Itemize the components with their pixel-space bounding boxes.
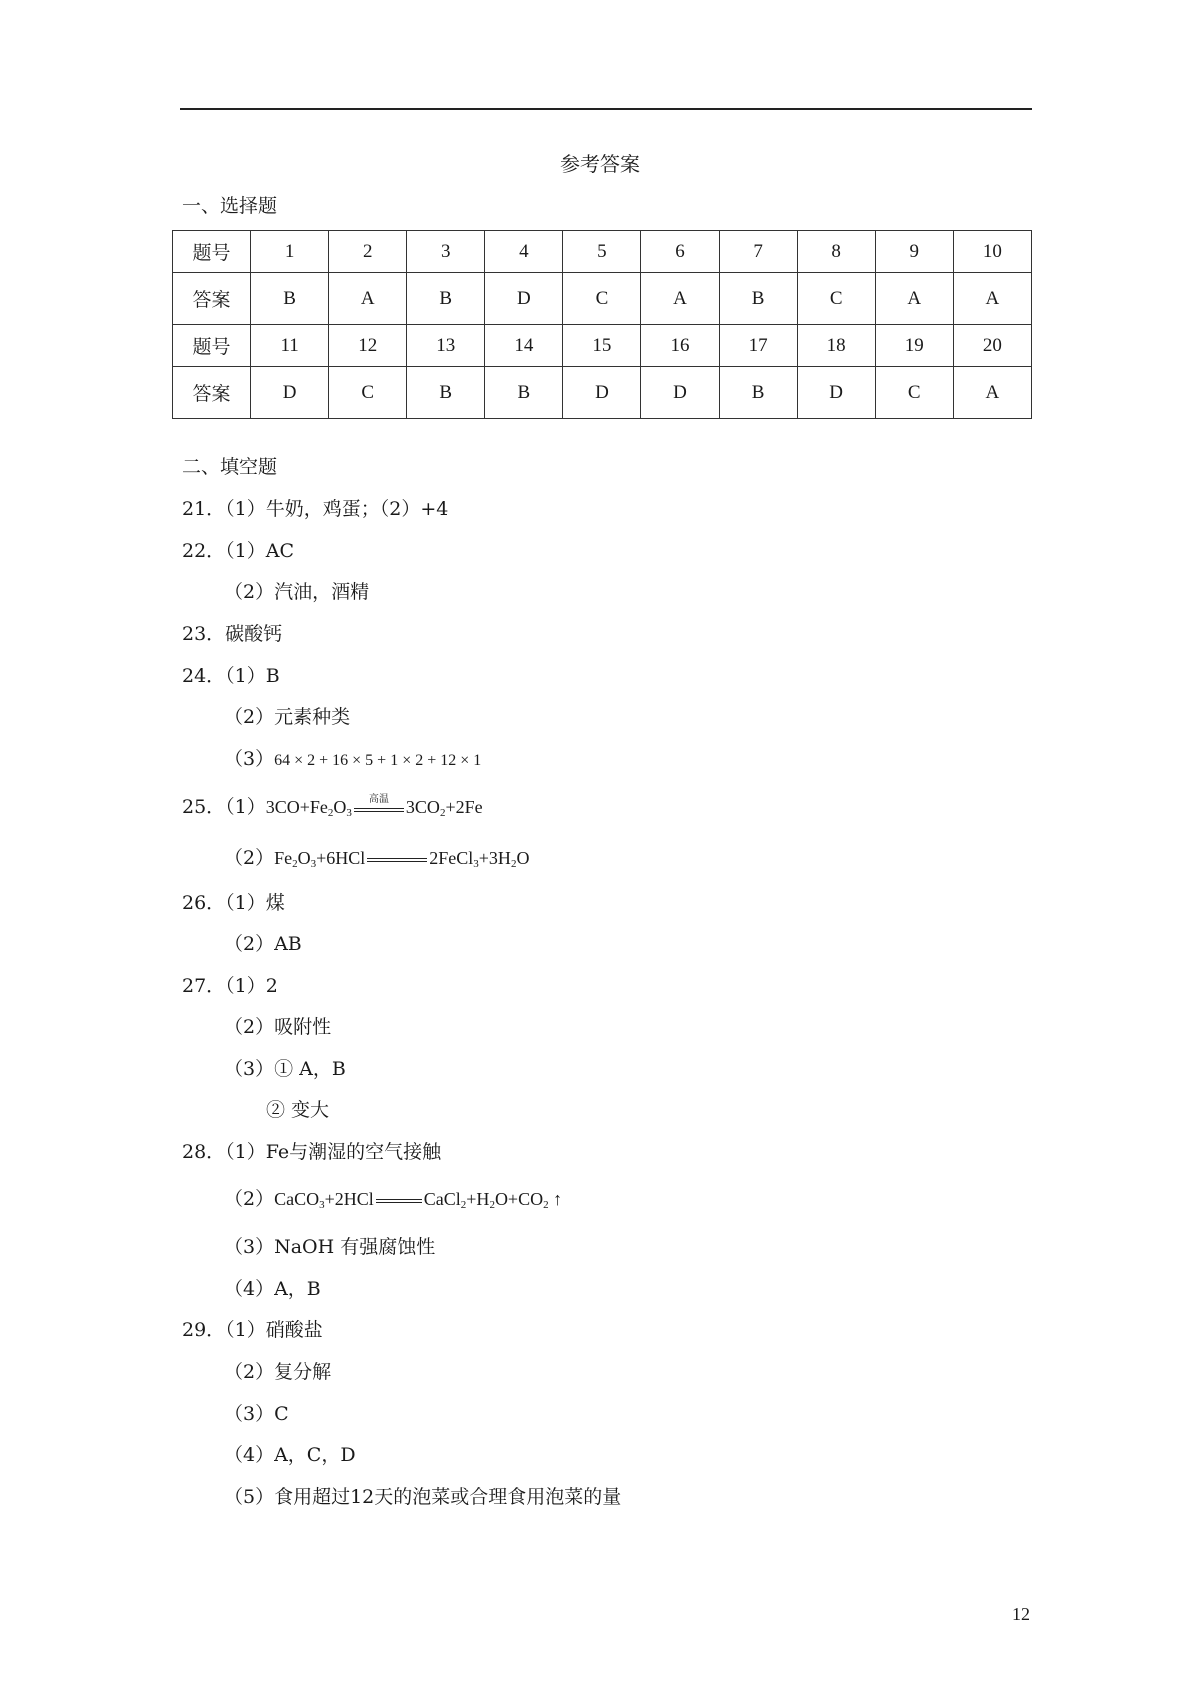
answer-24-1: 24．（1）B [182, 665, 280, 687]
table-cell: 9 [875, 231, 953, 273]
table-cell: 14 [485, 325, 563, 367]
table-cell: 19 [875, 325, 953, 367]
answer-27-3b: ② 变大 [266, 1099, 330, 1121]
answer-29-5: （5）食用超过12天的泡菜或合理食用泡菜的量 [224, 1486, 622, 1508]
answer-27-3: （3）① A，B [224, 1058, 346, 1080]
row-label: 答案 [173, 367, 251, 419]
table-cell: 13 [407, 325, 485, 367]
table-cell: 10 [953, 231, 1031, 273]
table-cell: A [875, 273, 953, 325]
chemical-equation: CaCO$_3$+2HCl $CaCl_2+H_2O+CO_2$ ↑ [274, 1189, 563, 1211]
table-cell: B [407, 273, 485, 325]
answer-25-1 [182, 792, 483, 819]
answer-24-3 [224, 744, 481, 771]
answer-25-2 [224, 843, 529, 870]
table-row [173, 231, 1032, 273]
table-cell: 16 [641, 325, 719, 367]
formula-expression: 64 × 2 + 16 × 5 + 1 × 2 + 12 × 1 [274, 752, 482, 769]
table-cell: 3 [407, 231, 485, 273]
answer-prefix: （2） [224, 1188, 275, 1210]
answer-21: 21．（1）牛奶，鸡蛋；（2）+4 [182, 498, 449, 520]
answer-27-1: 27．（1）2 [182, 975, 278, 997]
table-cell: 17 [719, 325, 797, 367]
equals-mark [374, 1191, 424, 1211]
table-cell: B [719, 273, 797, 325]
table-cell: B [719, 367, 797, 419]
table-row [173, 273, 1032, 325]
table-cell: D [563, 367, 641, 419]
answer-29-3: （3）C [224, 1403, 289, 1425]
table-cell: 2 [329, 231, 407, 273]
row-label: 题号 [173, 325, 251, 367]
answer-table [172, 230, 1032, 419]
table-cell: A [641, 273, 719, 325]
answer-28-4: （4）A，B [224, 1278, 321, 1300]
answer-text: NaOH 有强腐蚀性 [274, 1236, 436, 1258]
answer-prefix: （3） [224, 748, 275, 770]
answer-22-1: 22．（1）AC [182, 540, 295, 562]
table-cell: 7 [719, 231, 797, 273]
reaction-condition: 高温 [368, 793, 389, 805]
equation-reactant: 3CO+Fe [265, 797, 328, 817]
answer-28-2 [224, 1184, 562, 1211]
answer-27-2: （2）吸附性 [224, 1016, 332, 1038]
table-cell: A [329, 273, 407, 325]
table-cell: D [251, 367, 329, 419]
answer-22-2: （2）汽油，酒精 [224, 581, 370, 603]
table-cell: B [407, 367, 485, 419]
answer-prefix: 25．（1） [182, 796, 266, 818]
table-cell: C [875, 367, 953, 419]
table-cell: 5 [563, 231, 641, 273]
answer-26-2: （2）AB [224, 933, 302, 955]
answer-26-1: 26．（1）煤 [182, 892, 285, 914]
answer-24-2: （2）元素种类 [224, 706, 351, 728]
answer-text: Fe与潮湿的空气接触 [265, 1141, 442, 1163]
table-cell: A [953, 273, 1031, 325]
page-number: 12 [1012, 1604, 1030, 1624]
chemical-equation: $3CO+Fe_2O_3$ 高温 $3CO_2+2Fe$ [266, 797, 483, 817]
table-cell: 4 [485, 231, 563, 273]
answer-29-4: （4）A，C，D [224, 1444, 356, 1466]
table-cell: 18 [797, 325, 875, 367]
table-row [173, 325, 1032, 367]
table-cell: 8 [797, 231, 875, 273]
table-cell: 15 [563, 325, 641, 367]
table-cell: B [485, 367, 563, 419]
answer-prefix: （2） [224, 847, 275, 869]
table-cell: 1 [251, 231, 329, 273]
table-cell: A [953, 367, 1031, 419]
answer-28-1 [182, 1137, 441, 1164]
table-cell: C [329, 367, 407, 419]
header-rule [180, 108, 1032, 110]
reaction-condition-mark [352, 793, 406, 819]
table-cell: C [563, 273, 641, 325]
table-cell: B [251, 273, 329, 325]
table-cell: 11 [251, 325, 329, 367]
chemical-equation: $Fe_2O_3+6HCl$ $2FeCl_3+3H_2O$ [274, 848, 530, 870]
section-heading-fill: 二、填空题 [182, 456, 278, 478]
table-cell: 6 [641, 231, 719, 273]
answer-29-2: （2）复分解 [224, 1361, 332, 1383]
answer-28-3 [224, 1232, 435, 1259]
table-cell: D [641, 367, 719, 419]
row-label: 答案 [173, 273, 251, 325]
section-heading-choice: 一、选择题 [182, 195, 278, 217]
table-cell: 12 [329, 325, 407, 367]
table-cell: 20 [953, 325, 1031, 367]
table-cell: C [797, 273, 875, 325]
table-row [173, 367, 1032, 419]
answer-23: 23．碳酸钙 [182, 623, 283, 645]
answer-prefix: （3） [224, 1236, 275, 1258]
answer-prefix: 28．（1） [182, 1141, 266, 1163]
page-title: 参考答案 [560, 152, 640, 176]
row-label: 题号 [173, 231, 251, 273]
table-cell: D [797, 367, 875, 419]
answer-29-1: 29．（1）硝酸盐 [182, 1319, 323, 1341]
equals-mark [365, 850, 429, 870]
table-cell: D [485, 273, 563, 325]
